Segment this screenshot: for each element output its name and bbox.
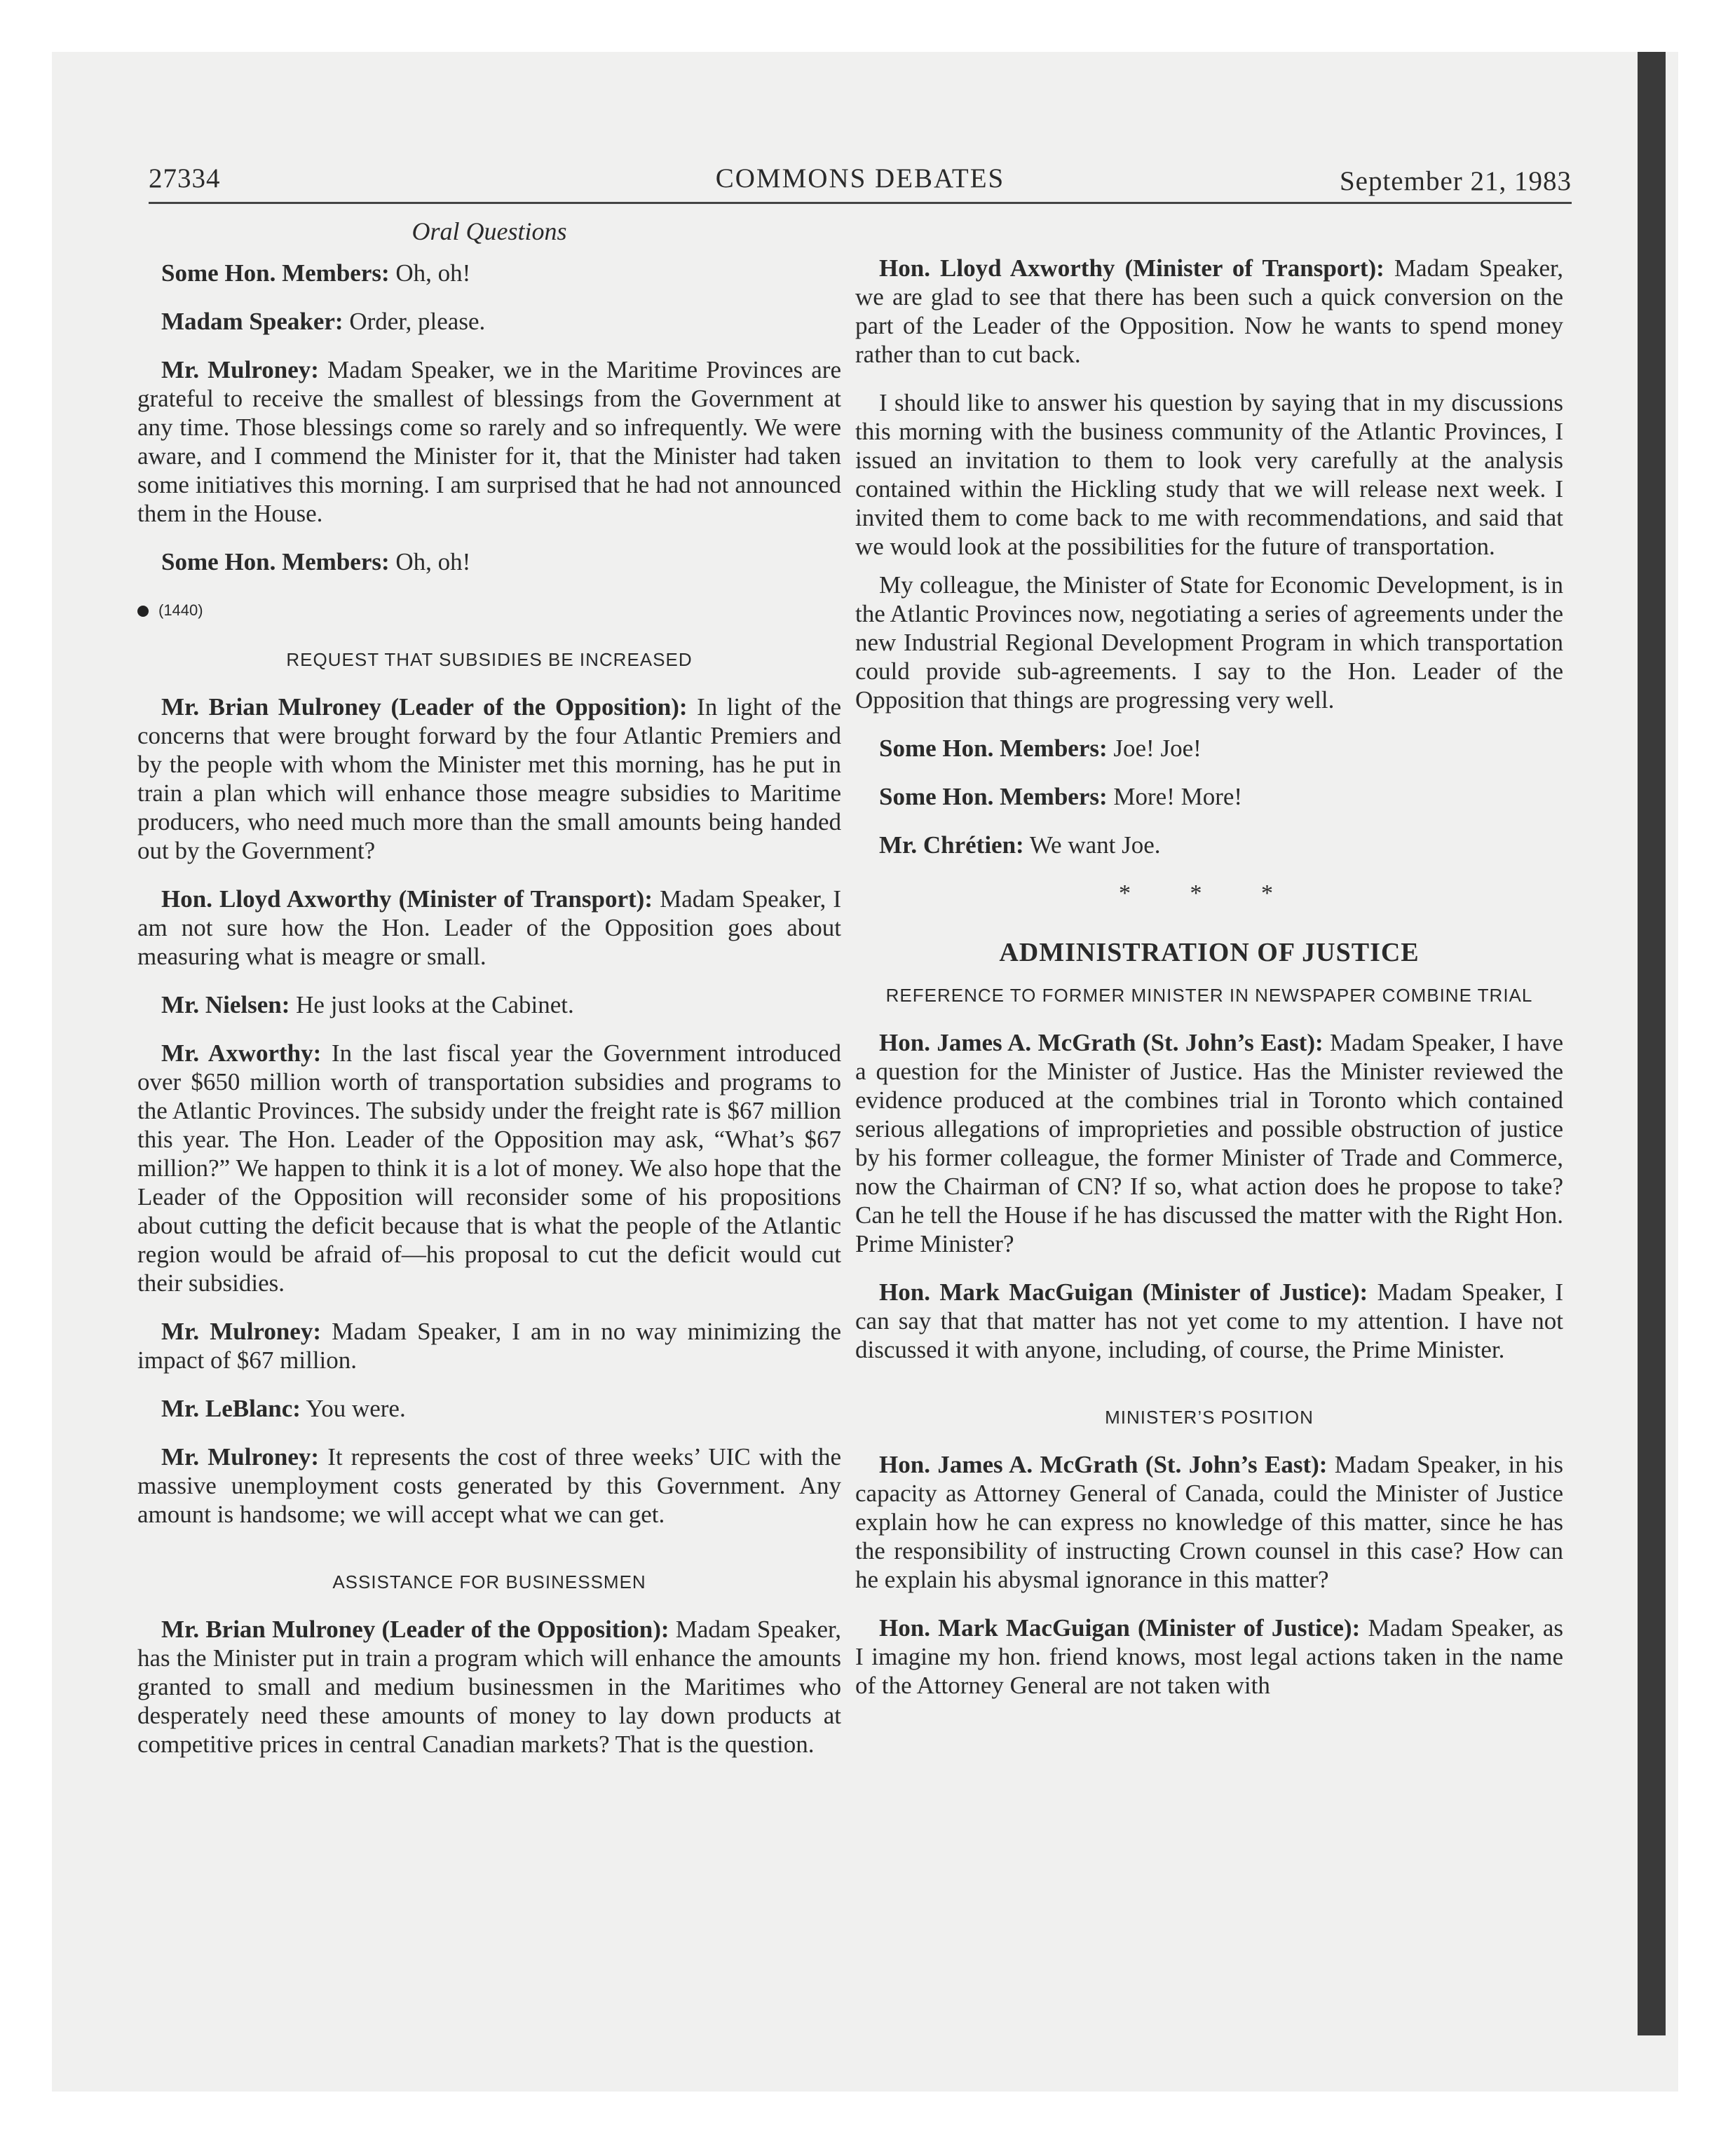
section-separator: * * * bbox=[1119, 880, 1300, 906]
speaker: Mr. Mulroney: bbox=[161, 356, 319, 383]
speaker: Mr. Brian Mulroney (Leader of the Opposition): bbox=[161, 693, 688, 721]
header-rule bbox=[149, 202, 1572, 204]
speech: He just looks at the Cabinet. bbox=[290, 991, 574, 1018]
speaker: Mr. Mulroney: bbox=[161, 1443, 320, 1471]
speech: You were. bbox=[300, 1395, 406, 1422]
speech: We want Joe. bbox=[1023, 831, 1161, 859]
publication-date: September 21, 1983 bbox=[1339, 166, 1572, 196]
paragraph bbox=[855, 831, 1563, 859]
paragraph bbox=[137, 355, 841, 528]
time-marker-text: (1440) bbox=[158, 601, 203, 619]
paragraph bbox=[855, 1450, 1563, 1594]
time-marker bbox=[137, 596, 841, 625]
paragraph bbox=[855, 1613, 1563, 1700]
speaker: Hon. Lloyd Axworthy (Minister of Transport): bbox=[879, 254, 1384, 282]
paragraph bbox=[137, 885, 841, 971]
speech: Joe! Joe! bbox=[1107, 735, 1202, 762]
speech: Madam Speaker, in his capacity as Attorney General of Canada, could the Minister of Justice explain how he can express no knowledge of this matter, since he has the responsibility of instructing Crown counsel in this case? How can he explain his abysmal ignorance in this matter? bbox=[855, 1451, 1563, 1593]
main-heading: ADMINISTRATION OF JUSTICE bbox=[999, 938, 1420, 967]
speaker: Mr. Axworthy: bbox=[161, 1039, 322, 1067]
speaker: Madam Speaker: bbox=[161, 308, 343, 335]
paragraph bbox=[855, 1028, 1563, 1258]
page-number: 27334 bbox=[149, 163, 221, 193]
speaker: Hon. James A. McGrath (St. John’s East): bbox=[879, 1451, 1328, 1478]
speech: Madam Speaker, I am in no way minimizing the impact of $67 million. bbox=[137, 1318, 842, 1374]
paragraph bbox=[137, 692, 841, 865]
paragraph bbox=[855, 1278, 1563, 1364]
speaker: Hon. Mark MacGuigan (Minister of Justice): bbox=[879, 1614, 1361, 1642]
scan-edge-shadow bbox=[1638, 52, 1666, 2035]
speaker: Mr. Chrétien: bbox=[879, 831, 1024, 859]
speaker: Hon. Mark MacGuigan (Minister of Justice): bbox=[879, 1278, 1368, 1306]
speech: Madam Speaker, I can say that that matter has not yet come to my attention. I have not discussed it with anyone, including, of course, the Prime Minister. bbox=[855, 1278, 1563, 1363]
speech: It represents the cost of three weeks’ UIC with the massive unemployment costs generated by this Government. Any amount is handsome; we will accept what we can get. bbox=[137, 1443, 841, 1528]
paragraph bbox=[855, 782, 1563, 811]
subheading: ASSISTANCE FOR BUSINESSMEN bbox=[332, 1571, 646, 1592]
paragraph bbox=[137, 990, 841, 1019]
subheading: REFERENCE TO FORMER MINISTER IN NEWSPAPER COMBINE TRIAL bbox=[885, 985, 1533, 1006]
speech: Oh, oh! bbox=[389, 259, 471, 287]
speech: In the last fiscal year the Government introduced over $650 million worth of transportation subsidies and programs to the Atlantic Provinces. The subsidy under the freight rate is $67 million this year. The Hon. Leader of the Opposition may ask, “What’s $67 million?” We happen to think it is a lot of money. We also hope that the Leader of the Opposition will reconsider some of his propositions about cutting the deficit because that is what the people of the Atlantic region would be afraid of—his proposal to cut the deficit would cut their subsidies. bbox=[137, 1039, 841, 1297]
paragraph: I should like to answer his question by saying that in my discussions this morning with the business community of the Atlantic Provinces, I issued an invitation to them to look very carefully at the analysis contained within the Hickling study that we will release next week. I invited them to come back to me with recommendations, and said that we would look at the possibilities for the future of transportation. bbox=[855, 389, 1563, 560]
paragraph bbox=[137, 1615, 841, 1759]
paragraph bbox=[137, 1317, 841, 1374]
paragraph bbox=[855, 734, 1563, 763]
speaker: Hon. Lloyd Axworthy (Minister of Transport): bbox=[161, 885, 653, 913]
speech: Madam Speaker, we in the Maritime Provinces are grateful to receive the smallest of blessings from the Government at any time. Those blessings come so rarely and so infrequently. We were aware, and I commend the Minister for it, that the Minister had taken some initiatives this morning. I am surprised that he had not announced them in the House. bbox=[137, 356, 841, 527]
speaker: Hon. James A. McGrath (St. John’s East): bbox=[879, 1029, 1324, 1056]
speaker: Mr. LeBlanc: bbox=[161, 1395, 301, 1422]
paragraph bbox=[137, 1039, 841, 1297]
speech: More! More! bbox=[1107, 783, 1243, 810]
paragraph bbox=[137, 307, 841, 336]
speaker: Mr. Brian Mulroney (Leader of the Opposition): bbox=[161, 1616, 669, 1643]
speech: In light of the concerns that were brought forward by the four Atlantic Premiers and by the people with whom the Minister met this morning, has he put in train a plan which will enhance those meagre subsidies to Maritime producers, who need much more than the small amounts being handed out by the Government? bbox=[137, 693, 841, 864]
paragraph bbox=[137, 1442, 841, 1529]
speaker: Some Hon. Members: bbox=[161, 548, 390, 575]
paragraph bbox=[855, 254, 1563, 369]
speech: Order, please. bbox=[343, 308, 486, 335]
speech: Oh, oh! bbox=[389, 548, 471, 575]
speaker: Some Hon. Members: bbox=[879, 735, 1108, 762]
speech: Madam Speaker, as I imagine my hon. friend knows, most legal actions taken in the name of the Attorney General are not taken with bbox=[855, 1614, 1563, 1699]
speaker: Some Hon. Members: bbox=[879, 783, 1108, 810]
paragraph bbox=[137, 1394, 841, 1423]
speech: Madam Speaker, has the Minister put in train a program which will enhance the amounts granted to small and medium businessmen in the Maritimes who desperately need these amounts of money to lay down products at competitive prices in central Canadian markets? That is the question. bbox=[137, 1616, 841, 1758]
left-column bbox=[137, 210, 841, 1778]
right-column bbox=[855, 210, 1563, 1719]
paragraph bbox=[137, 547, 841, 576]
bullet-icon bbox=[137, 606, 149, 617]
speaker: Mr. Nielsen: bbox=[161, 991, 290, 1018]
subheading: REQUEST THAT SUBSIDIES BE INCREASED bbox=[286, 649, 693, 670]
publication-title: COMMONS DEBATES bbox=[715, 163, 1005, 193]
speech: Madam Speaker, we are glad to see that there has been such a quick conversion on the part of the Leader of the Opposition. Now he wants to spend money rather than to cut back. bbox=[855, 254, 1563, 368]
speech: Madam Speaker, I am not sure how the Hon. Leader of the Opposition goes about measuring what is meagre or small. bbox=[137, 885, 841, 970]
paragraph bbox=[137, 259, 841, 287]
page-header bbox=[149, 161, 1572, 200]
speaker: Some Hon. Members: bbox=[161, 259, 390, 287]
section-title: Oral Questions bbox=[411, 217, 567, 245]
speech: Madam Speaker, I have a question for the Minister of Justice. Has the Minister reviewed the evidence produced at the combines trial in Toronto which contained serious allegations of improprieties and possible obstruction of justice by his former colleague, the former Minister of Trade and Commerce, now the Chairman of CN? If so, what action does he propose to take? Can he tell the House if he has discussed the matter with the Right Hon. Prime Minister? bbox=[855, 1029, 1563, 1257]
subheading: MINISTER’S POSITION bbox=[1105, 1407, 1314, 1428]
speaker: Mr. Mulroney: bbox=[161, 1318, 321, 1345]
column-top-spacer bbox=[855, 210, 1563, 254]
paragraph: My colleague, the Minister of State for Economic Development, is in the Atlantic Provinces now, negotiating a series of agreements under the new Industrial Regional Development Program in which transportation could provide sub-agreements. I say to the Hon. Leader of the Opposition that things are progressing very well. bbox=[855, 571, 1563, 714]
